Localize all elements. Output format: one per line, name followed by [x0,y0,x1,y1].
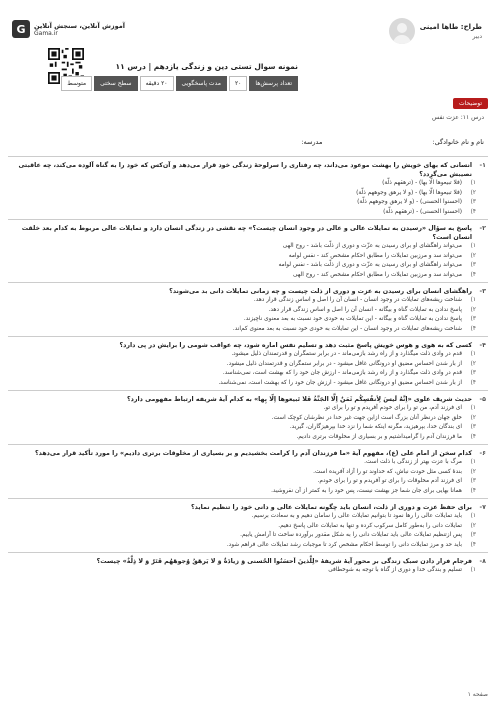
option-number: ۴) [470,433,476,440]
questions-count-value: ۲۰ [229,76,247,91]
author-role: دبیر [472,32,482,40]
answer-option[interactable] [10,468,476,478]
answer-option[interactable] [10,252,476,262]
option-text: باید تمایلات عالی را رها نمود تا بتوانیم تمایلات عالی را سامان دهیم و به سعادت برسیم. [251,513,462,519]
option-text: ای فرزند آدم مخلوقات را برای تو آفریدم و تو را برای خودم. [317,478,462,484]
option-text: پس ازتنظیم تمایلات عالی باید تمایلات دانی را به شکل مقدور برآورده ساخت تا آرامش یابیم. [240,532,462,538]
answer-option[interactable] [10,198,476,208]
option-text: شناخت ریشه‌های تمایلات در وجود انسان - این تمایلات به خودی خود نسبت به بعد معنوی کم‌اند. [232,325,462,332]
option-number: ۱) [470,459,476,465]
answer-option[interactable] [10,306,476,316]
question-text: حدیث شریف علوی «اِنَّهُ لَیسَ لِاَنفُسِکُم ثَمَنٌ اِلَّا الجَنَّةُ فَلا تَبیعوها اِلّا بِها» به کدام آیهٔ شریفه ارتباط مفهومی دارد؟ [126,396,472,403]
author-name: طراح: طاها امینی [419,22,482,31]
option-text: ای فرزند آدم، من تو را برای خودم آفریدم و تو را برای تو. [323,405,462,411]
option-list [10,350,476,388]
question-text: کدام سخن از امام علی (ع)، مفهوم آیهٔ «ما فرزندان آدم را کرامت بخشیدیم و بر بسیاری از مخلوقات برتری دادیم» را مورد تأکید قرار می‌دهد؟ [35,450,472,457]
exam-info-bar [61,76,298,91]
option-text: ما فرزندان آدم را گرامیداشتیم و بر بسیاری از مخلوقات برتری دادیم. [296,433,462,440]
answer-option[interactable] [10,360,476,370]
option-text: ای بندگان خدا، بپرهیزید، مگرنه اینکه شما را نزد خدا بپرهیزگاران، گیرید. [289,424,462,430]
section-tag: توضیحات [453,98,488,109]
question-item [8,390,488,444]
answer-option[interactable] [10,522,476,532]
gama-logo-icon: G [12,20,30,38]
question-stem [10,287,486,296]
question-stem [10,224,486,242]
option-number: ۳) [470,478,476,484]
brand-url: Gama.ir [34,29,58,37]
answer-option[interactable] [10,208,476,218]
author-block [389,18,482,44]
option-list [10,458,476,496]
option-text: قدم در وادی ذلت میگذارد و از راه رشد بازمی‌ماند - ارزش جان خود را که بهشت است، نمی‌شناسد. [222,370,462,376]
option-text: (احسنوا الحسنی) - (ترهقهم ذلّة) [383,208,462,215]
option-number: ۴) [470,379,476,386]
option-number: ۳) [470,424,476,430]
option-list [10,404,476,442]
option-text: (فلا تبیعوها الّا بها) - (ترهقهم ذلّة) [382,180,462,186]
brand-name: آموزش آنلاین، سنجش آنلاین [34,21,126,30]
difficulty-value: متوسط [61,76,92,91]
answer-option[interactable] [10,414,476,424]
question-text: برای حفظ عزت و دوری از ذلت، انسان باید چگونه تمایلات عالی و دانی خود را تنظیم نماید؟ [190,504,472,511]
option-number: ۳) [470,532,476,538]
option-number: ۱) [470,297,476,303]
question-number: ۲- [479,225,486,232]
option-text: خلق جهان درنظر آنان بزرگ است ازاین جهت غیر خدا در نظرشان کوچک است. [271,414,462,421]
option-text: پاسخ ندادن به تمایلات گناه و بیگانه - انسان آن را اصل و اساس زندگی قرار دهد. [268,306,462,313]
answer-option[interactable] [10,369,476,379]
option-text: می‌تواند راهگشای او برای رسیدن به عزّت و دوری از ذلّت باشد - نفس لوامه [278,262,462,268]
option-number: ۱) [470,567,476,573]
option-text: پاسخ ندادن به تمایلات گناه و بیگانه - این تمایلات به خودی خود نسبت به بعد معنوی ناچیزند. [243,316,462,322]
question-number: ۴- [479,342,486,349]
option-text: از بار شدن احساس مضیق او درونگانی غافل میشود - ارزش جان خود را که بهشت است، نمی‌شناسد. [218,379,462,386]
question-text: راهگشای انسان برای رسیدن به عزت و دوری از ذلت چیست و چه زمانی تمایلات دانی بد می‌شوند؟ [169,288,472,295]
answer-option[interactable] [10,404,476,414]
option-number: ۱) [470,405,476,411]
question-text: انسانی که بهای خویش را بهشت موعود می‌داند، چه رفتاری را سرلوحهٔ زندگی خود قرار می‌دهد و آن‌کس که خود را به گناه آلوده می‌کند، چه عاقبتی نصیبش می‌گردد؟ [18,162,472,178]
lesson-line: درس ۱۱: عزت نفس [432,114,484,121]
option-text: بندهٔ کسی مثل خودت نباش، که خداوند تو را آزاد آفریده است. [313,468,462,475]
option-text: همانا بهایی برای جان شما جز بهشت نیست، پس خود را به کمتر از آن نفروشید. [271,487,462,494]
answer-option[interactable] [10,541,476,551]
option-list [10,296,476,334]
option-text: می‌تواند سد و مرزبین تمایلات را مطابق احکام مشخص کند - نفس لوامه [288,252,462,259]
question-number: ۶- [479,450,486,457]
difficulty-label: سطح سختی [94,76,137,91]
school-label: مدرسه: [301,138,323,146]
option-number: ۲) [470,252,476,259]
option-number: ۲) [470,468,476,475]
answer-option[interactable] [10,458,476,468]
option-text: مرگ با عزت بهتر از زندگی با ذلت است. [364,459,462,465]
answer-option[interactable] [10,179,476,189]
question-item [8,336,488,390]
question-item [8,498,488,552]
option-list [10,242,476,280]
question-item [8,156,488,219]
question-stem [10,341,486,350]
question-item [8,282,488,336]
option-text: باید حد و مرز تمایلات دانی را توسط احکام مشخص کرد تا موجبات رشد تمایلات عالی فراهم شود. [226,541,462,548]
answer-option[interactable] [10,433,476,443]
question-number: ۷- [479,504,486,511]
answer-option[interactable] [10,261,476,271]
question-item [8,552,488,578]
answer-option[interactable] [10,271,476,281]
answer-option[interactable] [10,350,476,360]
duration-value: ۲۰ دقیقه [140,76,174,91]
option-number: ۲) [470,522,476,529]
answer-option[interactable] [10,189,476,199]
option-number: ۱) [470,351,476,357]
option-text: تمایلات دانی را به‌طور کامل سرکوب کرده و تنها به تمایلات عالی پاسخ دهیم. [278,522,462,529]
option-list [10,179,476,217]
option-number: ۴) [470,208,476,215]
question-item [8,219,488,282]
answer-option[interactable] [10,379,476,389]
option-number: ۴) [470,487,476,494]
page-number: صفحه ۱ [467,691,488,698]
answer-option[interactable] [10,566,476,576]
question-stem [10,503,486,512]
option-number: ۴) [470,325,476,332]
option-number: ۱) [470,243,476,249]
answer-option[interactable] [10,242,476,252]
question-list [8,156,488,578]
question-number: ۵- [479,396,486,403]
question-stem [10,449,486,458]
option-number: ۲) [470,360,476,367]
answer-option[interactable] [10,325,476,335]
question-text: کسی که به هوی و هوس خویش پاسخ مثبت دهد و تسلیم نفس اماره شود، چه عواقب شومی را برایش در پی دارد؟ [119,342,472,349]
option-text: می‌تواند راهگشای او برای رسیدن به عزّت و دوری از ذلّت باشد - روح الهی [282,243,462,249]
option-text: (احسنوا الحسنی) - (و لا یرهق وجوههم ذلّة) [357,199,462,205]
option-text: شناخت ریشه‌های تمایلات در وجود انسان - انسان آن را اصل و اساس زندگی قرار دهد. [253,297,462,303]
question-text: پاسخ به سؤال «رسیدن به تمایلات عالی و عالی در وجود انسان چیست؟» چه نقشی در زندگی انسان دارد و تمایلات عالی مربوط به کدام بعد خلقت انسان است؟ [21,225,472,241]
option-list [10,512,476,550]
option-text: از بار شدن احساس مضیق او درونگانی غافل میشود - در برابر ستمگران و قدرتمندان ذلیل میشود. [226,360,462,367]
option-number: ۴) [470,541,476,548]
option-number: ۲) [470,306,476,313]
question-text: فرجام فرار دادن سبک زندگی بر محور آیهٔ شریفهٔ «لِلَّذینَ اَحسَنُوا الحُسنی وَ زیادَةٌ وَ لا یَرهَقُ وُجوهَهُم قَتَرٌ وَ لا ذِلَّةٌ» چیست؟ [96,558,472,565]
duration-label: مدت پاسخگویی [176,76,227,91]
question-number: ۱- [479,162,486,169]
option-text: (فلا تبیعوها الّا بها) - (و لا یرهق وجوههم ذلّة) [356,189,462,196]
answer-option[interactable] [10,512,476,522]
question-number: ۸- [479,558,486,565]
answer-option[interactable] [10,296,476,306]
question-number: ۳- [479,288,486,295]
avatar [389,18,415,44]
option-number: ۳) [470,316,476,322]
option-number: ۱) [470,180,476,186]
question-stem [10,161,486,179]
page-header [8,8,488,90]
student-info-row [12,138,484,146]
option-text: تسلیم و بندگی خدا و دوری از گناه با توجه به شوخطافی [328,567,462,573]
name-label: نام و نام خانوادگی: [432,138,484,146]
option-number: ۲) [470,414,476,421]
option-number: ۳) [470,370,476,376]
brand-text [34,22,125,37]
question-stem [10,557,486,566]
option-text: قدم در وادی ذلت میگذارد و از راه رشد بازمی‌ماند - در برابر ستمگران و قدرتمندان ذلیل میشود. [231,351,462,357]
answer-option[interactable] [10,423,476,433]
author-text [420,23,482,40]
option-number: ۴) [470,271,476,278]
option-number: ۱) [470,513,476,519]
brand-block [12,20,125,38]
answer-option[interactable] [10,487,476,497]
answer-option[interactable] [10,477,476,487]
option-list [10,566,476,576]
option-number: ۲) [470,189,476,196]
answer-option[interactable] [10,531,476,541]
option-text: می‌تواند سد و مرزبین تمایلات را مطابق احکام مشخص کند - روح الهی [293,271,462,278]
option-number: ۳) [470,262,476,268]
question-item [8,444,488,498]
answer-option[interactable] [10,315,476,325]
option-number: ۳) [470,199,476,205]
exam-title: نمونه سوال تستی دین و زندگی یازدهم | درس ۱۱ [115,62,298,71]
questions-count-label: تعداد پرسش‌ها [249,76,298,91]
question-stem [10,395,486,404]
